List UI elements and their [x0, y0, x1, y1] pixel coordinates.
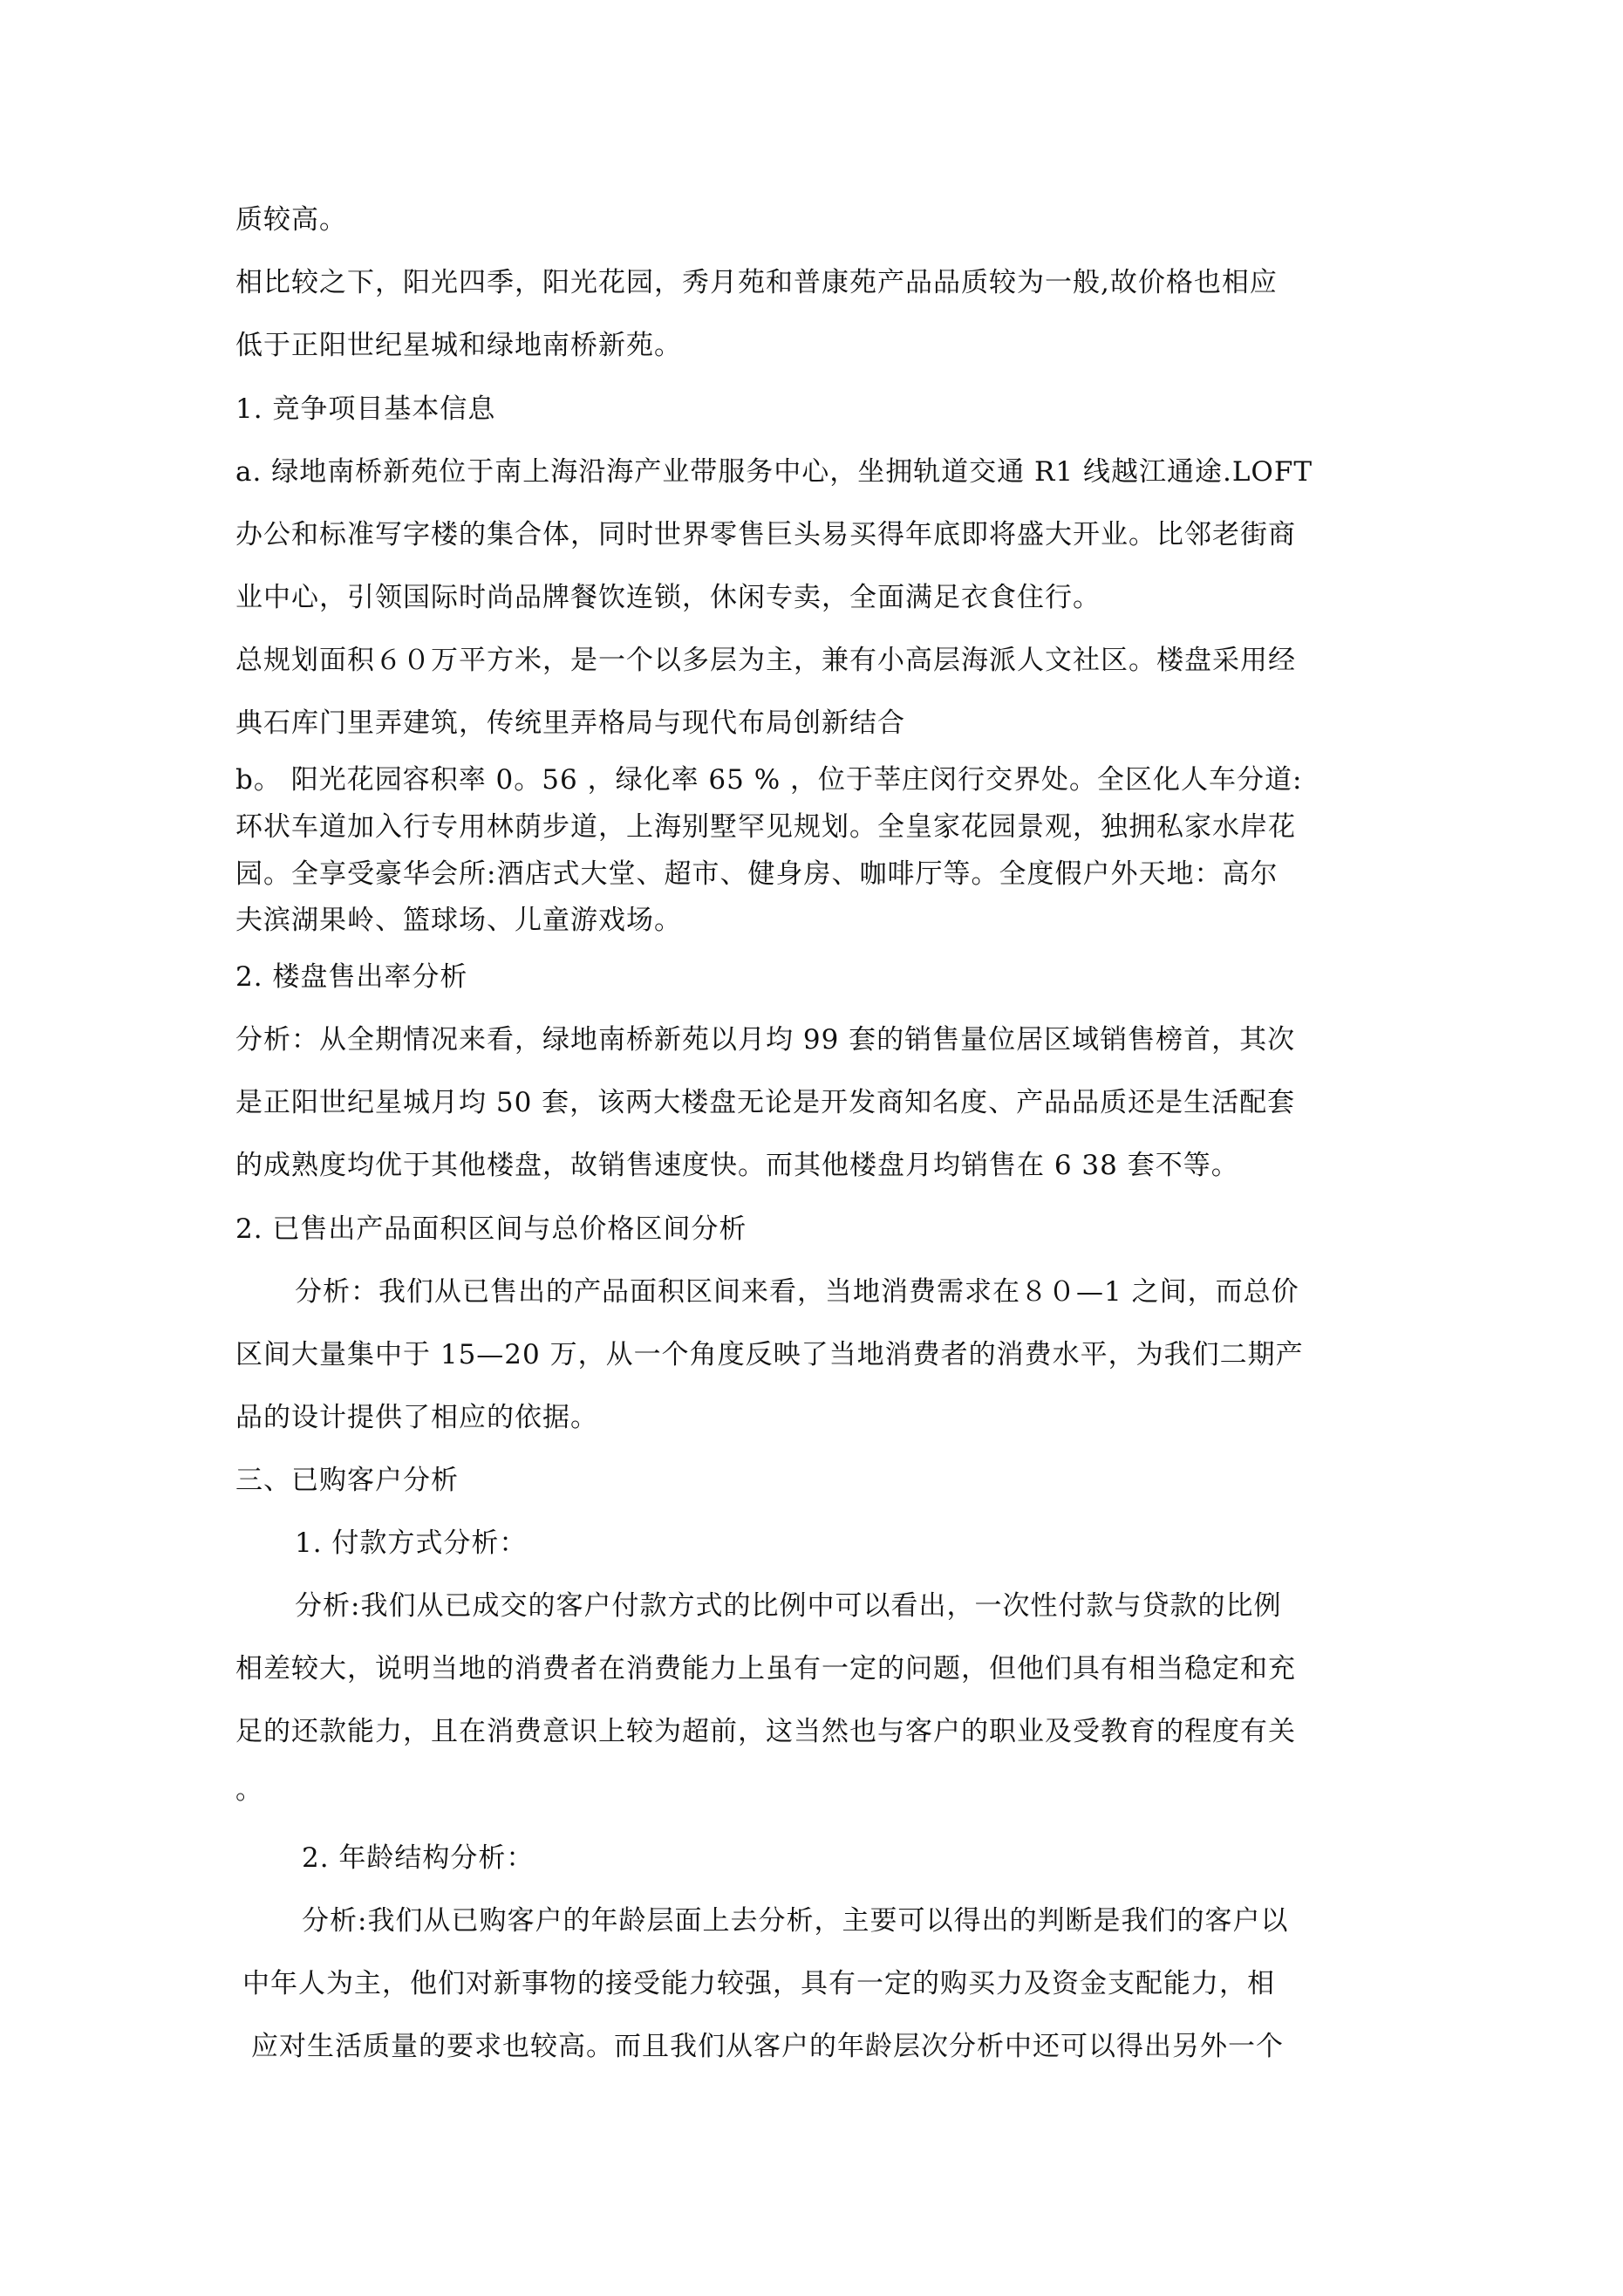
section-heading: 1. 竞争项目基本信息: [235, 393, 496, 425]
text-line: 分析:我们从已购客户的年龄层面上去分析，主要可以得出的判断是我们的客户以: [302, 1905, 1289, 1937]
section-heading: 2. 已售出产品面积区间与总价格区间分析: [235, 1213, 747, 1245]
text-line: 的成熟度均优于其他楼盘，故销售速度快。而其他楼盘月均销售在 6 38 套不等。: [235, 1150, 1239, 1181]
section-heading: 2. 楼盘售出率分析: [235, 961, 468, 993]
subsection-heading: 2. 年龄结构分析：: [302, 1842, 535, 1874]
text-line: 质较高。: [235, 204, 347, 236]
text-line: 相差较大，说明当地的消费者在消费能力上虽有一定的问题，但他们具有相当稳定和充: [235, 1653, 1296, 1684]
section-heading: 三、已购客户分析: [235, 1465, 459, 1496]
text-line: 应对生活质量的要求也较高。而且我们从客户的年龄层次分析中还可以得出另外一个: [251, 2031, 1284, 2062]
text-line: 中年人为主，他们对新事物的接受能力较强，具有一定的购买力及资金支配能力，相: [242, 1968, 1275, 1999]
text-line: 分析：我们从已售出的产品面积区间来看，当地消费需求在８０—1 之间，而总价: [295, 1276, 1299, 1308]
text-line: 分析:我们从已成交的客户付款方式的比例中可以看出，一次性付款与贷款的比例: [295, 1590, 1282, 1622]
text-line: 业中心，引领国际时尚品牌餐饮连锁，休闲专卖，全面满足衣食住行。: [235, 582, 1101, 613]
text-line: 园。全享受豪华会所:酒店式大堂、超市、健身房、咖啡厅等。全度假户外天地：高尔: [235, 858, 1279, 890]
text-line: 区间大量集中于 15—20 万，从一个角度反映了当地消费者的消费水平，为我们二期产: [235, 1339, 1304, 1370]
text-line: 总规划面积６０万平方米，是一个以多层为主，兼有小高层海派人文社区。楼盘采用经: [235, 645, 1296, 676]
text-line: b。 阳光花园容积率 0。56 ，绿化率 65 % ，位于莘庄闵行交界处。全区化人车分道:: [235, 764, 1303, 796]
text-line: 。: [235, 1774, 263, 1806]
subsection-heading: 1. 付款方式分析：: [295, 1527, 528, 1559]
text-line: 足的还款能力，且在消费意识上较为超前，这当然也与客户的职业及受教育的程度有关: [235, 1716, 1296, 1747]
text-line: 分析：从全期情况来看，绿地南桥新苑以月均 99 套的销售量位居区域销售榜首，其次: [235, 1024, 1296, 1056]
text-line: 环状车道加入行专用林荫步道，上海别墅罕见规划。全皇家花园景观，独拥私家水岸花: [235, 811, 1296, 843]
text-line: 典石库门里弄建筑，传统里弄格局与现代布局创新结合: [235, 707, 905, 739]
text-line: 低于正阳世纪星城和绿地南桥新苑。: [235, 330, 682, 361]
text-line: 办公和标准写字楼的集合体，同时世界零售巨头易买得年底即将盛大开业。比邻老街商: [235, 519, 1296, 550]
text-line: 相比较之下，阳光四季，阳光花园，秀月苑和普康苑产品品质较为一般,故价格也相应: [235, 267, 1278, 298]
text-line: a. 绿地南桥新苑位于南上海沿海产业带服务中心，坐拥轨道交通 R1 线越江通途.LOFT: [235, 456, 1313, 488]
text-line: 品的设计提供了相应的依据。: [235, 1402, 598, 1433]
text-line: 夫滨湖果岭、篮球场、儿童游戏场。: [235, 905, 682, 936]
text-line: 是正阳世纪星城月均 50 套，该两大楼盘无论是开发商知名度、产品品质还是生活配套: [235, 1087, 1296, 1118]
